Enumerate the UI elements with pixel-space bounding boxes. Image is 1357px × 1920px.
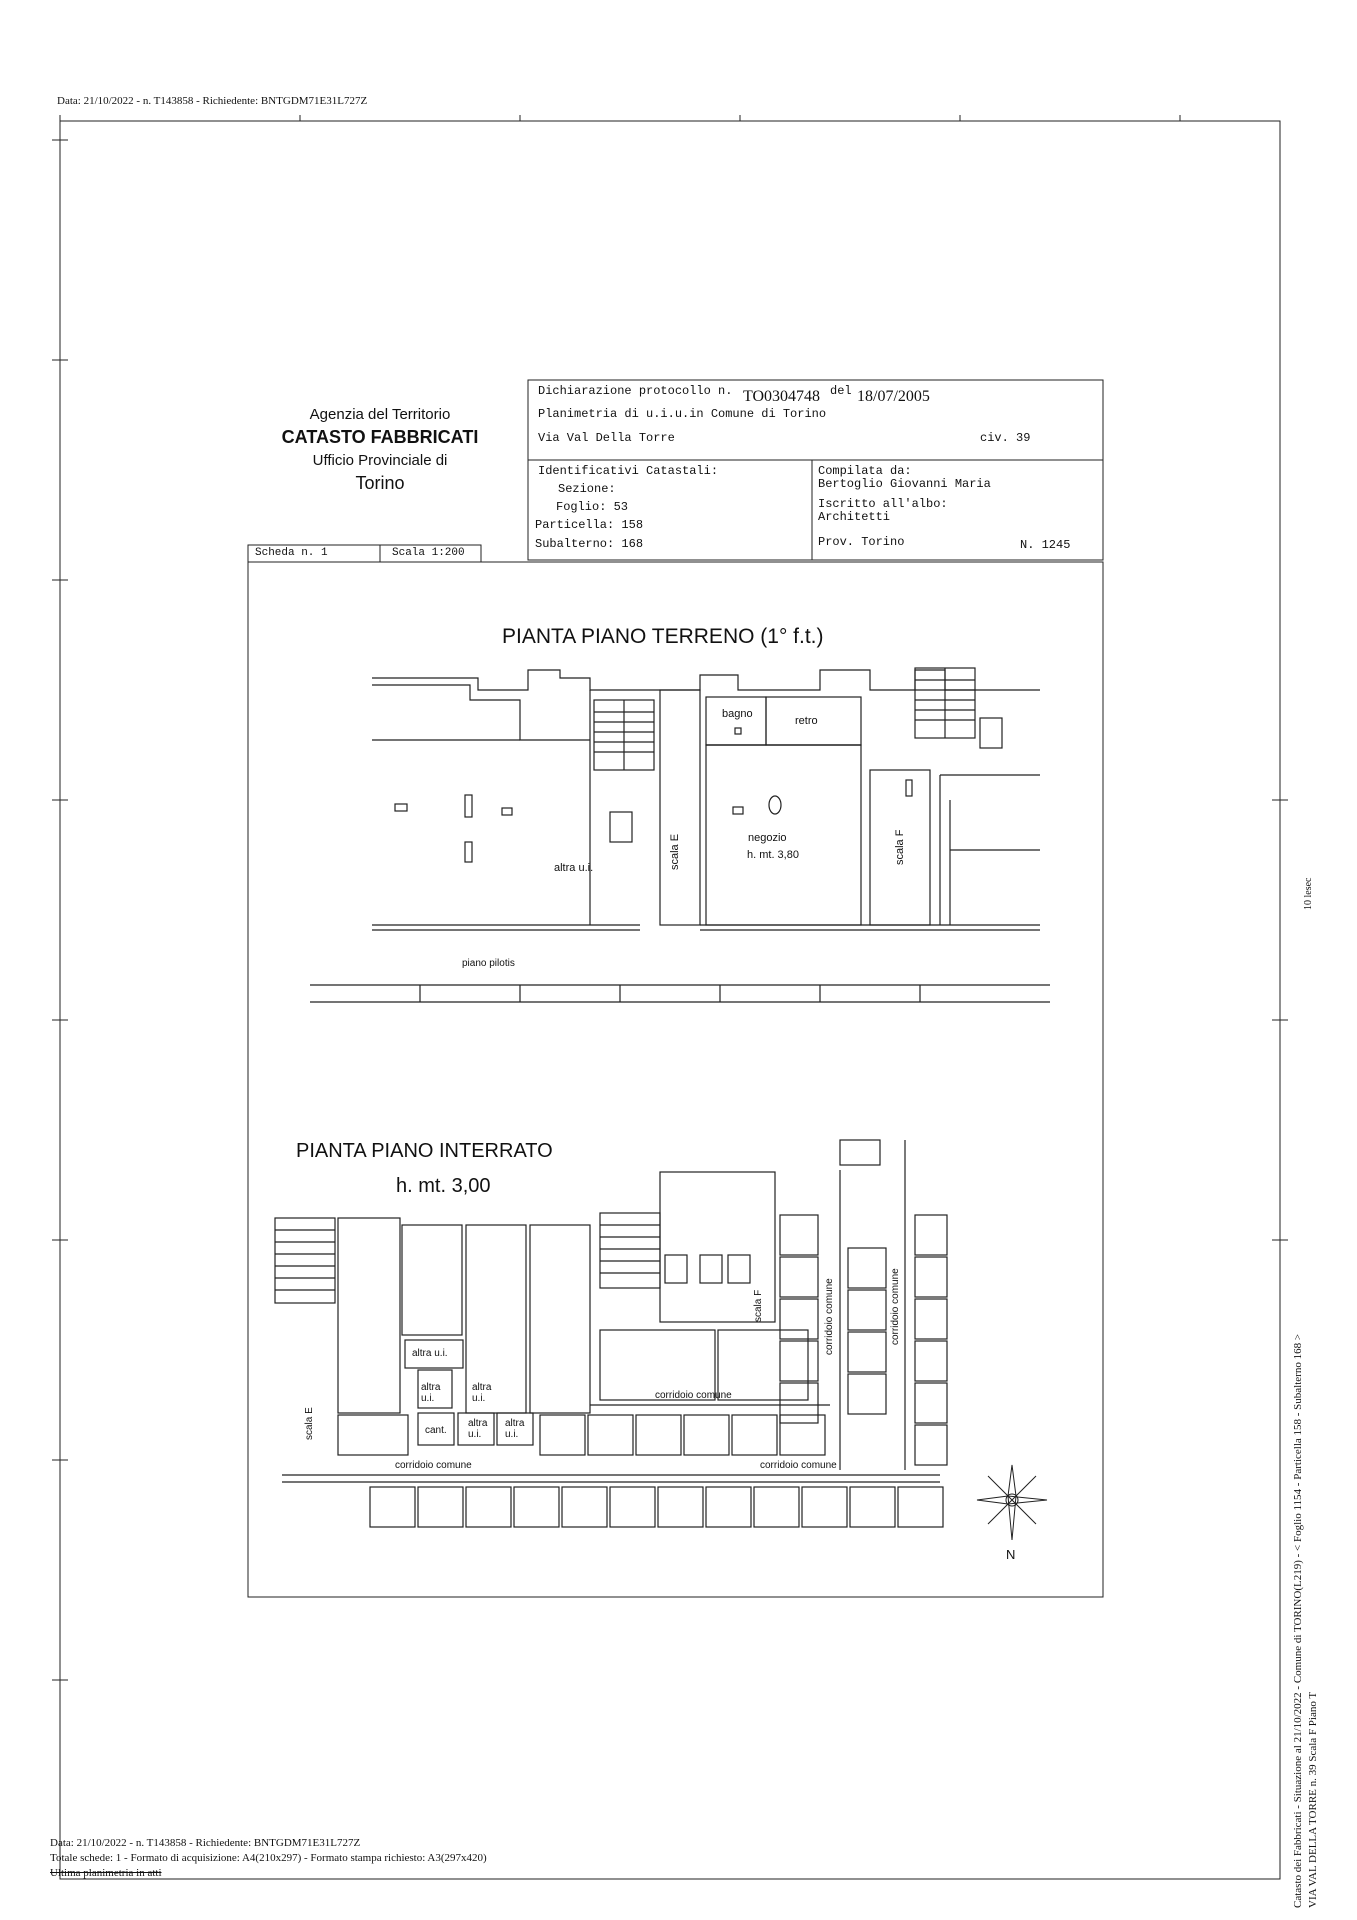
bagno-label: bagno [722, 708, 753, 720]
basement-altra-ui-3: altra u.i. [472, 1382, 492, 1404]
albo: Architetti [818, 510, 891, 524]
footer-format: Totale schede: 1 - Formato di acquisizione: A4(210x297) - Formato stampa richiesto: A3(297x420) [50, 1852, 487, 1864]
corridoio-label-v2: corridoio comune [890, 1268, 901, 1345]
ufficio-label: Ufficio Provinciale di [312, 452, 448, 469]
side-stamp: 10 lesec [1303, 877, 1314, 910]
basement-scala-f-label: scala F [753, 1289, 764, 1322]
scheda-number: Scheda n. 1 [255, 547, 328, 559]
basement-altra-ui-2: altra u.i. [421, 1382, 441, 1404]
registration-number: N. 1245 [1020, 538, 1071, 552]
catasto-title: CATASTO FABBRICATI [281, 427, 479, 447]
basement-scala-e-label: scala E [304, 1407, 315, 1440]
ufficio-city: Torino [355, 473, 405, 493]
scala-e-label: scala E [669, 833, 681, 870]
iscritto-label: Iscritto all'albo: [818, 497, 948, 511]
corridoio-label-v1: corridoio comune [824, 1278, 835, 1355]
request-header: Data: 21/10/2022 - n. T143858 - Richiedente: BNTGDM71E31L727Z [57, 95, 368, 107]
address: Via Val Della Torre [538, 431, 675, 445]
basement-title: PIANTA PIANO INTERRATO [296, 1140, 553, 1162]
corridoio-label-3: corridoio comune [760, 1460, 837, 1471]
north-compass [977, 1465, 1047, 1540]
north-label: N [1006, 1547, 1016, 1562]
particella: Particella: 158 [535, 518, 644, 532]
planimetria-text: Planimetria di u.i.u.in Comune di Torino [538, 407, 827, 421]
compiler-name: Bertoglio Giovanni Maria [818, 477, 991, 491]
negozio-height: h. mt. 3,80 [747, 849, 799, 861]
footer-last-plan: Ultima planimetria in atti [50, 1867, 162, 1879]
side-situation-text: Catasto dei Fabbricati - Situazione al 21/10/2022 - Comune di TORINO(L219) - < Foglio 1154 - Particella 158 - Subalterno 168 > [1292, 1333, 1304, 1908]
retro-label: retro [795, 715, 818, 727]
identificativi-label: Identificativi Catastali: [538, 464, 719, 478]
scala-f-label: scala F [894, 829, 906, 865]
compilata-label: Compilata da: [818, 464, 912, 478]
altra-ui-label: altra u.i. [554, 862, 594, 874]
negozio-label: negozio [748, 832, 787, 844]
basement-plan [275, 1140, 947, 1527]
cantina-label: cant. [425, 1425, 447, 1436]
corridoio-label-1: corridoio comune [655, 1390, 732, 1401]
side-address-text: VIA VAL DELLA TORRE n. 39 Scala F Piano T [1307, 1691, 1319, 1908]
sezione: Sezione: [558, 482, 616, 496]
ground-floor-title: PIANTA PIANO TERRENO (1° f.t.) [502, 625, 824, 648]
subalterno: Subalterno: 168 [535, 537, 644, 551]
civic-number: civ. 39 [980, 431, 1031, 445]
footer-request: Data: 21/10/2022 - n. T143858 - Richiedente: BNTGDM71E31L727Z [50, 1837, 361, 1849]
scale: Scala 1:200 [392, 547, 465, 559]
basement-altra-ui-1: altra u.i. [412, 1348, 448, 1359]
declaration-date: 18/07/2005 [857, 388, 930, 405]
basement-height: h. mt. 3,00 [396, 1175, 491, 1197]
basement-altra-ui-4: altra u.i. [468, 1418, 488, 1440]
corridoio-label-2: corridoio comune [395, 1460, 472, 1471]
province: Prov. Torino [818, 535, 905, 549]
agency-name: Agenzia del Territorio [309, 406, 451, 423]
pilotis-label: piano pilotis [462, 958, 515, 969]
basement-altra-ui-5: altra u.i. [505, 1418, 525, 1440]
foglio: Foglio: 53 [556, 500, 629, 514]
protocol-number: TO0304748 [743, 388, 821, 405]
declaration-label: Dichiarazione protocollo n. [538, 384, 733, 398]
del-label: del [830, 384, 852, 398]
